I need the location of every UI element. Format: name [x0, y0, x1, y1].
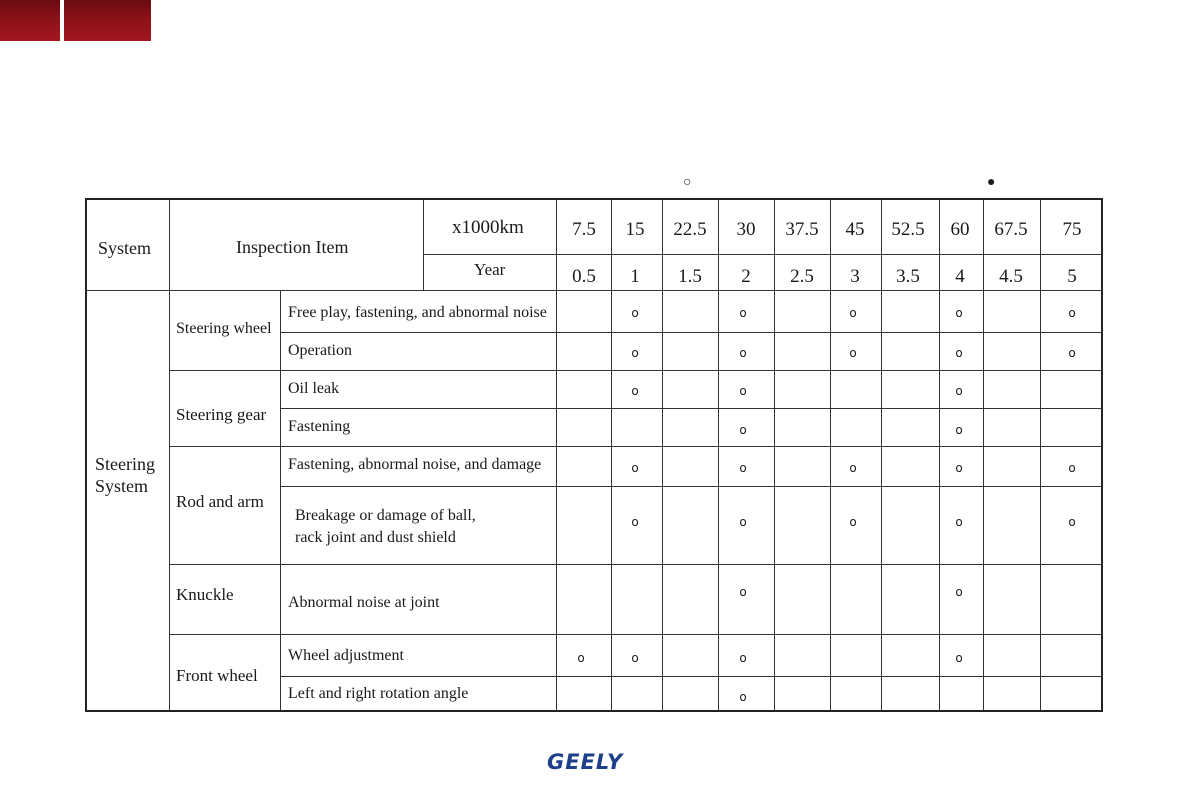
year-value: 0.5	[572, 266, 596, 287]
group-rod-and-arm: Rod and arm	[176, 492, 264, 511]
legend-filled-circle-icon: ●	[987, 175, 996, 190]
check-mark: o	[955, 423, 963, 437]
check-mark: o	[631, 515, 639, 529]
km-value: 37.5	[785, 219, 819, 240]
header-tab-dark	[0, 0, 60, 41]
check-mark: o	[739, 346, 747, 360]
check-mark: o	[1068, 306, 1076, 320]
year-value: 2	[741, 266, 751, 287]
check-mark: o	[631, 384, 639, 398]
km-value: 30	[736, 219, 756, 240]
item-fastening: Fastening	[288, 418, 351, 435]
group-knuckle: Knuckle	[176, 585, 234, 604]
km-value: 67.5	[994, 219, 1028, 240]
item-fastening-noise-damage: Fastening, abnormal noise, and damage	[288, 456, 542, 473]
year-value: 3	[850, 266, 860, 287]
item-breakage-line-1: Breakage or damage of ball,	[295, 507, 476, 524]
check-mark: o	[955, 384, 963, 398]
km-value: 52.5	[891, 219, 925, 240]
check-mark: o	[955, 346, 963, 360]
year-value: 2.5	[790, 266, 814, 287]
check-mark: o	[955, 651, 963, 665]
check-mark: o	[849, 346, 857, 360]
item-free-play: Free play, fastening, and abnormal noise	[288, 304, 547, 321]
group-front-wheel: Front wheel	[176, 666, 258, 685]
system-name-line-1: Steering	[95, 454, 155, 474]
year-value: 5	[1067, 266, 1077, 287]
geely-logo: GEELY	[547, 750, 624, 774]
year-value: 4.5	[999, 266, 1023, 287]
check-mark: o	[631, 651, 639, 665]
header-tab-red	[64, 0, 151, 41]
check-mark: o	[1068, 461, 1076, 475]
item-wheel-adjustment: Wheel adjustment	[288, 647, 404, 664]
legend-open-circle-icon: ○	[683, 175, 692, 190]
km-value: 15	[625, 219, 645, 240]
check-mark: o	[577, 651, 585, 665]
group-steering-wheel: Steering wheel	[176, 320, 272, 337]
check-mark: o	[739, 585, 747, 599]
item-operation: Operation	[288, 342, 352, 359]
check-mark: o	[955, 461, 963, 475]
check-mark: o	[739, 461, 747, 475]
check-mark: o	[739, 690, 747, 704]
year-row-label: Year	[474, 260, 506, 279]
km-row-label: x1000km	[452, 217, 524, 238]
km-value: 45	[845, 219, 865, 240]
km-value: 75	[1062, 219, 1082, 240]
check-mark: o	[1068, 346, 1076, 360]
check-mark: o	[739, 384, 747, 398]
check-mark: o	[739, 515, 747, 529]
check-mark: o	[631, 461, 639, 475]
check-mark: o	[739, 651, 747, 665]
check-mark: o	[1068, 515, 1076, 529]
check-mark: o	[955, 306, 963, 320]
km-value: 60	[950, 219, 970, 240]
year-value: 1	[630, 266, 640, 287]
check-mark: o	[849, 461, 857, 475]
year-value: 1.5	[678, 266, 702, 287]
item-breakage-line-2: rack joint and dust shield	[295, 529, 456, 546]
inspection-item-column-header: Inspection Item	[236, 237, 349, 257]
km-value: 7.5	[572, 219, 596, 240]
system-name-line-2: System	[95, 476, 149, 496]
check-mark: o	[631, 346, 639, 360]
item-abnormal-noise-joint: Abnormal noise at joint	[288, 594, 440, 611]
check-mark: o	[739, 423, 747, 437]
system-column-header: System	[98, 238, 152, 258]
check-mark: o	[955, 515, 963, 529]
check-mark: o	[849, 515, 857, 529]
year-value: 4	[955, 266, 965, 287]
item-rotation-angle: Left and right rotation angle	[288, 685, 469, 702]
check-mark: o	[955, 585, 963, 599]
check-mark: o	[631, 306, 639, 320]
year-value: 3.5	[896, 266, 920, 287]
group-steering-gear: Steering gear	[176, 405, 267, 424]
km-value: 22.5	[673, 219, 707, 240]
check-mark: o	[849, 306, 857, 320]
item-oil-leak: Oil leak	[288, 380, 340, 397]
check-mark: o	[739, 306, 747, 320]
